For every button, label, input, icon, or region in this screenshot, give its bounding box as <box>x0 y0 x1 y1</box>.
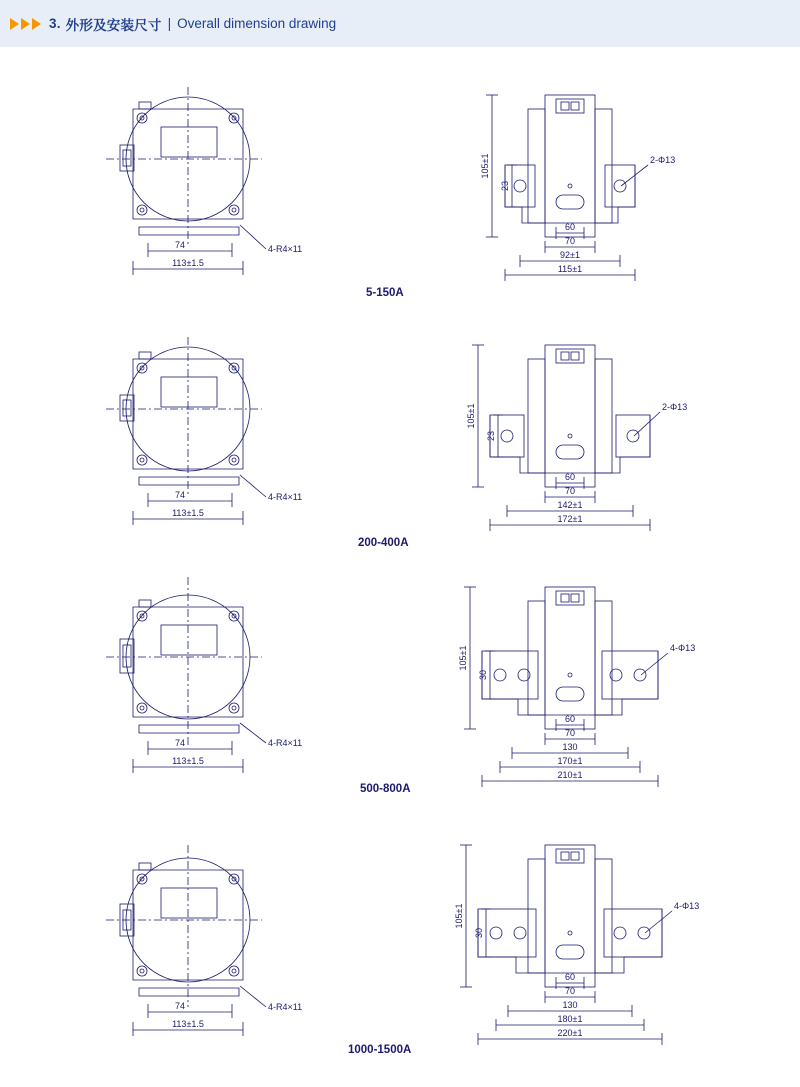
arrow-group-icon <box>10 18 41 30</box>
side-hole-note: 4-Φ13 <box>670 643 696 653</box>
side-dim-c: 142±1 <box>557 500 583 510</box>
front-dim-outer: 113±1.5 <box>172 258 204 268</box>
header-separator: | <box>167 16 172 31</box>
side-dim-b: 70 <box>564 728 576 738</box>
drawing-area <box>0 47 800 1087</box>
side-dim-a: 60 <box>564 222 576 232</box>
drawing-svg-3 <box>0 547 800 797</box>
side-hole-note: 2-Φ13 <box>662 402 688 412</box>
model-label-3: 500-800A <box>360 783 411 795</box>
model-label-2: 200-400A <box>358 537 409 549</box>
side-dim-height: 105±1 <box>458 645 468 671</box>
drawing-svg-1 <box>0 47 800 297</box>
side-dim-b: 70 <box>564 486 576 496</box>
side-dim-small-height: 23 <box>486 430 496 442</box>
section-title-en: Overall dimension drawing <box>177 16 337 31</box>
side-dim-c: 180±1 <box>557 1014 583 1024</box>
model-label-4: 1000-1500A <box>348 1044 412 1056</box>
side-dim-c: 170±1 <box>557 756 583 766</box>
section-header <box>0 0 800 47</box>
drawing-row-1 <box>0 47 800 297</box>
drawing-row-3 <box>0 547 800 797</box>
triangle-right-icon <box>21 18 30 30</box>
side-dim-e: 130 <box>562 1000 578 1010</box>
side-dim-height: 105±1 <box>466 403 476 429</box>
triangle-right-icon <box>10 18 19 30</box>
side-dim-c: 92±1 <box>560 250 580 260</box>
side-dim-small-height: 30 <box>474 927 484 939</box>
front-dim-inner: 74 <box>174 240 186 250</box>
drawing-row-4 <box>0 797 800 1056</box>
side-hole-note: 2-Φ13 <box>650 155 676 165</box>
side-dim-a: 60 <box>564 714 576 724</box>
front-radius-note: 4-R4×11 <box>268 738 303 748</box>
front-dim-outer: 113±1.5 <box>172 756 204 766</box>
side-dim-d: 172±1 <box>557 514 583 524</box>
side-dim-d: 115±1 <box>557 264 583 274</box>
drawing-row-2 <box>0 297 800 547</box>
side-dim-b: 70 <box>564 986 576 996</box>
drawing-svg-2 <box>0 297 800 547</box>
side-dim-height: 105±1 <box>454 903 464 929</box>
section-title-cn: 外形及安装尺寸 <box>65 17 162 33</box>
side-dim-d: 220±1 <box>557 1028 583 1038</box>
front-dim-inner: 74 <box>174 1001 186 1011</box>
front-radius-note: 4-R4×11 <box>268 492 303 502</box>
side-hole-note: 4-Φ13 <box>674 901 700 911</box>
drawing-svg-4 <box>0 797 800 1057</box>
side-dim-d: 210±1 <box>557 770 583 780</box>
side-dim-small-height: 30 <box>478 669 488 681</box>
side-dim-height: 105±1 <box>480 153 490 179</box>
front-dim-outer: 113±1.5 <box>172 508 204 518</box>
model-label-1: 5-150A <box>366 287 404 299</box>
triangle-right-icon <box>32 18 41 30</box>
side-dim-a: 60 <box>564 472 576 482</box>
side-dim-small-height: 23 <box>500 180 510 192</box>
front-dim-inner: 74 <box>174 738 186 748</box>
side-dim-e: 130 <box>562 742 578 752</box>
front-radius-note: 4-R4×11 <box>268 244 303 254</box>
section-number: 3. <box>49 16 61 31</box>
front-radius-note: 4-R4×11 <box>268 1002 303 1012</box>
side-dim-a: 60 <box>564 972 576 982</box>
front-dim-inner: 74 <box>174 490 186 500</box>
side-dim-b: 70 <box>564 236 576 246</box>
front-dim-outer: 113±1.5 <box>172 1019 204 1029</box>
